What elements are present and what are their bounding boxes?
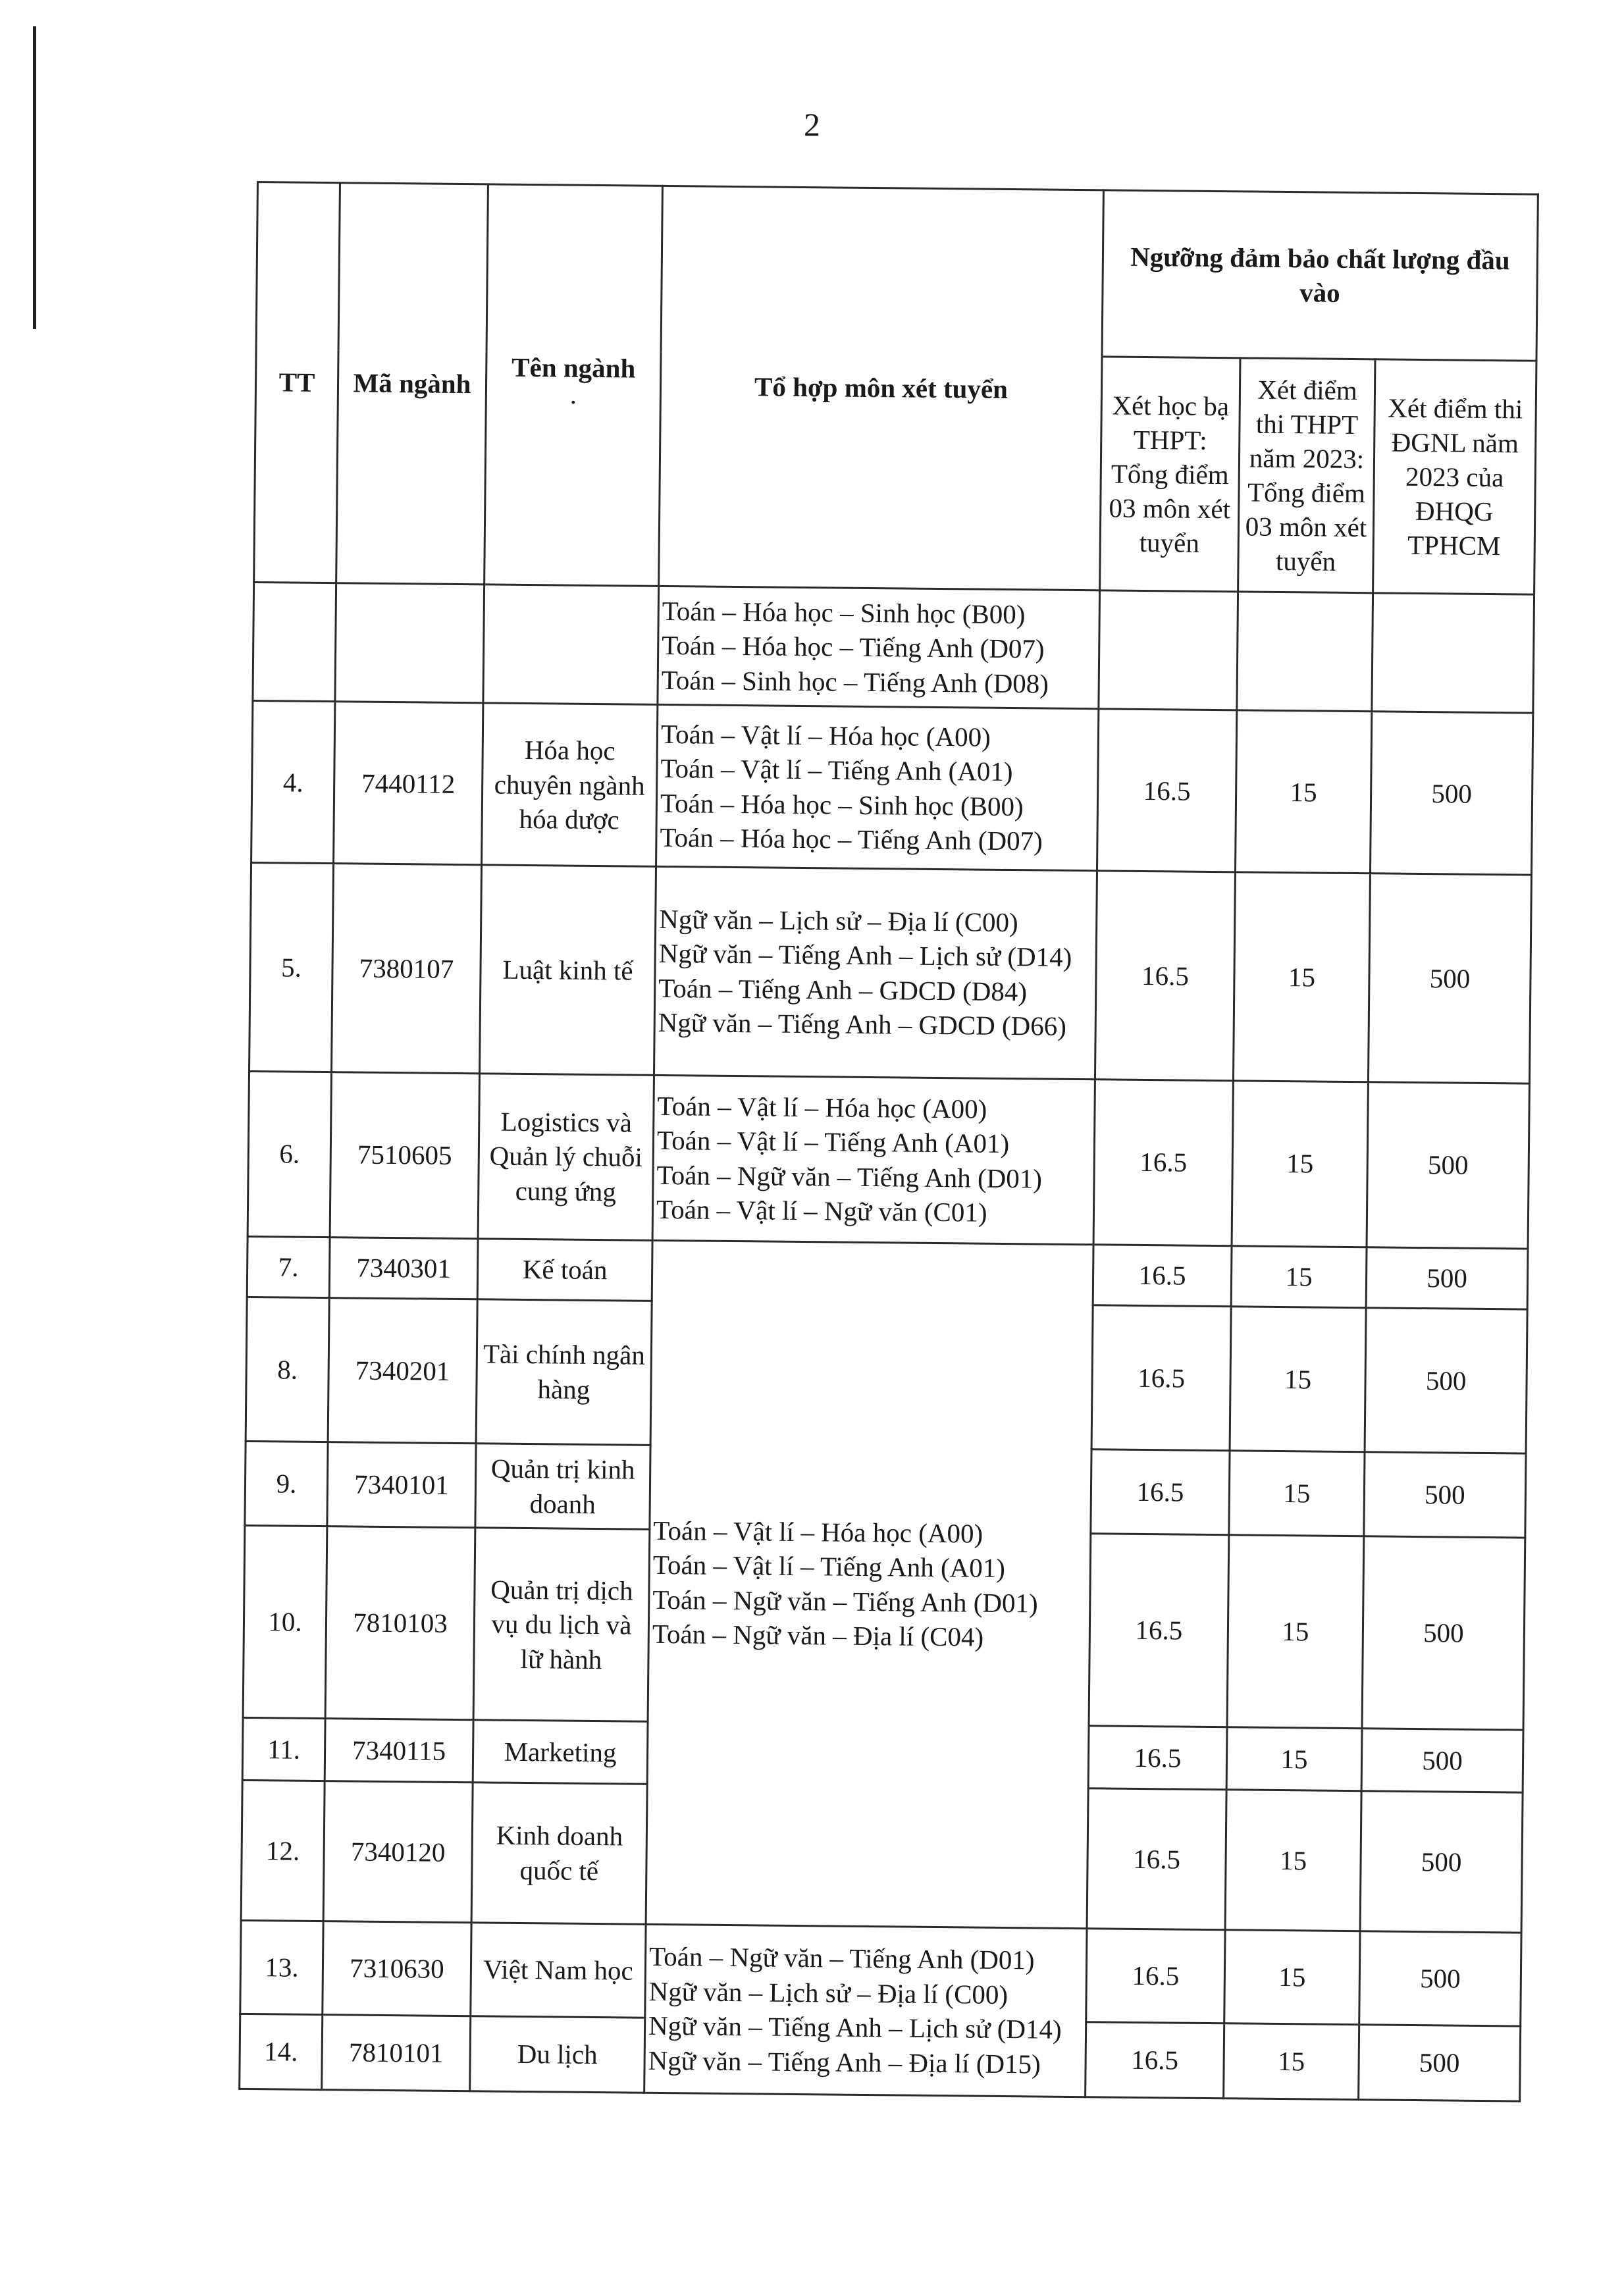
combo-cell: Toán – Vật lí – Hóa học (A00) Toán – Vật lí – Tiếng Anh (A01) Toán – Hóa học – Sinh học (B00) Toán – Hóa học – Tiếng Anh (D07) bbox=[656, 705, 1099, 871]
row-code: 7340101 bbox=[327, 1442, 476, 1528]
row-code: 7310630 bbox=[323, 1921, 471, 2016]
row-tt: 6. bbox=[248, 1071, 331, 1237]
row-transcript-score: 16.5 bbox=[1095, 871, 1235, 1080]
row-name: Quản trị kinh doanh bbox=[475, 1444, 650, 1530]
combo-cell: Ngữ văn – Lịch sử – Địa lí (C00) Ngữ văn – Tiếng Anh – Lịch sử (D14) Toán – Tiếng Anh – GDCD (D84) Ngữ văn – Tiếng Anh – GDCD (D66) bbox=[654, 867, 1097, 1080]
admission-threshold-table bbox=[238, 181, 1539, 2102]
header-tt: TT bbox=[254, 182, 340, 583]
row-tt: 13. bbox=[240, 1920, 323, 2015]
row-tt: 10. bbox=[243, 1526, 327, 1718]
table-row bbox=[248, 1071, 1529, 1249]
row-thpt-score: 15 bbox=[1232, 1080, 1368, 1247]
table-row bbox=[240, 1920, 1521, 2026]
row-tt: 12. bbox=[241, 1780, 325, 1921]
row-dgnl-score: 500 bbox=[1362, 1536, 1525, 1730]
left-margin-mark bbox=[33, 26, 36, 329]
row-name: Marketing bbox=[473, 1719, 648, 1784]
header-name-mark: · bbox=[568, 386, 578, 417]
row-code: 7810101 bbox=[322, 2015, 471, 2091]
row-name: Việt Nam học bbox=[471, 1923, 646, 2018]
row-name: Tài chính ngân hàng bbox=[476, 1299, 652, 1445]
row-transcript-score: 16.5 bbox=[1087, 1788, 1226, 1930]
row-dgnl-score: 500 bbox=[1366, 1247, 1528, 1309]
row-thpt-score: 15 bbox=[1227, 1535, 1364, 1728]
row-thpt-score: 15 bbox=[1231, 1245, 1367, 1307]
row-tt: 11. bbox=[242, 1717, 325, 1781]
row-code: 7340115 bbox=[325, 1718, 473, 1783]
row-transcript-score: 16.5 bbox=[1097, 709, 1236, 872]
row-thpt-score: 15 bbox=[1225, 1790, 1361, 1931]
row-name: Logistics và Quản lý chuỗi cung ứng bbox=[478, 1073, 654, 1240]
row-dgnl-score: 500 bbox=[1359, 2025, 1521, 2101]
header-row-1 bbox=[256, 182, 1538, 361]
header-name bbox=[485, 184, 663, 586]
row-tt: 8. bbox=[246, 1297, 329, 1442]
row-tt: 4. bbox=[251, 701, 335, 864]
row-tt: 7. bbox=[247, 1236, 330, 1298]
table-row bbox=[251, 701, 1533, 875]
row-transcript-score: 16.5 bbox=[1091, 1449, 1230, 1536]
row-transcript-score: 16.5 bbox=[1093, 1079, 1233, 1245]
row-code: 7340301 bbox=[329, 1237, 478, 1299]
header-code: Mã ngành bbox=[336, 183, 488, 585]
row-tt: 9. bbox=[245, 1441, 328, 1526]
combo-cell-shared: Toán – Vật lí – Hóa học (A00) Toán – Vật lí – Tiếng Anh (A01) Toán – Ngữ văn – Tiếng Anh (D01) Toán – Ngữ văn – Địa lí (C04) bbox=[646, 1240, 1093, 1929]
row-transcript-score: 16.5 bbox=[1093, 1244, 1232, 1306]
row-thpt-score: 15 bbox=[1233, 872, 1370, 1082]
combo-cell-shared: Toán – Ngữ văn – Tiếng Anh (D01) Ngữ văn – Lịch sử – Địa lí (C00) Ngữ văn – Tiếng Anh – Lịch sử (D14) Ngữ văn – Tiếng Anh – Địa lí (D15) bbox=[644, 1924, 1087, 2097]
row-thpt-score: 15 bbox=[1224, 2023, 1359, 2100]
row-name: Kinh doanh quốc tế bbox=[471, 1783, 647, 1924]
row-dgnl-score: 500 bbox=[1367, 1082, 1529, 1248]
table-row bbox=[249, 863, 1532, 1083]
row-name: Kế toán bbox=[477, 1238, 652, 1301]
table-row-continuation bbox=[253, 582, 1534, 713]
row-tt: 5. bbox=[249, 863, 334, 1072]
row-name: Luật kinh tế bbox=[480, 865, 656, 1075]
row-code: 7340201 bbox=[328, 1298, 477, 1444]
header-thpt-exam: Xét điểm thi THPT năm 2023: Tổng điểm 03 môn xét tuyển bbox=[1238, 358, 1375, 592]
row-dgnl-score: 500 bbox=[1361, 1728, 1523, 1792]
row-code: 7510605 bbox=[330, 1072, 479, 1238]
row-dgnl-score: 500 bbox=[1370, 712, 1532, 875]
row-transcript-score: 16.5 bbox=[1088, 1725, 1227, 1789]
row-dgnl-score: 500 bbox=[1364, 1452, 1526, 1538]
row-thpt-score: 15 bbox=[1229, 1451, 1365, 1536]
row-code: 7440112 bbox=[334, 702, 483, 865]
header-combo: Tổ hợp môn xét tuyển bbox=[659, 186, 1104, 590]
row-dgnl-score: 500 bbox=[1360, 1791, 1523, 1933]
row-transcript-score: 16.5 bbox=[1086, 1929, 1225, 2024]
combo-cell: Toán – Hóa học – Sinh học (B00) Toán – Hóa học – Tiếng Anh (D07) Toán – Sinh học – Tiếng Anh (D08) bbox=[658, 586, 1100, 709]
row-transcript-score: 16.5 bbox=[1089, 1534, 1229, 1727]
row-name: Hóa học chuyên ngành hóa dược bbox=[482, 703, 658, 867]
row-code: 7340120 bbox=[323, 1781, 473, 1923]
row-dgnl-score: 500 bbox=[1365, 1308, 1527, 1453]
combo-cell: Toán – Vật lí – Hóa học (A00) Toán – Vật lí – Tiếng Anh (A01) Toán – Ngữ văn – Tiếng Anh (D01) Toán – Vật lí – Ngữ văn (C01) bbox=[652, 1075, 1095, 1244]
row-transcript-score: 16.5 bbox=[1091, 1305, 1231, 1451]
row-dgnl-score: 500 bbox=[1359, 1931, 1521, 2027]
header-threshold: Ngưỡng đảm bảo chất lượng đầu vào bbox=[1102, 190, 1538, 361]
header-dgnl-exam: Xét điểm thi ĐGNL năm 2023 của ĐHQG TPHCM bbox=[1373, 359, 1536, 594]
page-number: 2 bbox=[804, 106, 820, 143]
row-name: Du lịch bbox=[470, 2016, 645, 2093]
row-thpt-score: 15 bbox=[1230, 1307, 1366, 1452]
header-name-text: Tên ngành bbox=[511, 352, 636, 384]
row-code: 7810103 bbox=[325, 1526, 475, 1719]
header-transcript: Xét học bạ THPT: Tổng điểm 03 môn xét tuyển bbox=[1100, 357, 1240, 591]
row-transcript-score: 16.5 bbox=[1086, 2022, 1224, 2099]
row-code: 7380107 bbox=[332, 864, 482, 1073]
row-thpt-score: 15 bbox=[1226, 1727, 1362, 1790]
row-thpt-score: 15 bbox=[1224, 1930, 1360, 2025]
row-dgnl-score: 500 bbox=[1368, 874, 1531, 1083]
row-tt: 14. bbox=[240, 2014, 323, 2090]
row-name: Quản trị dịch vụ du lịch và lữ hành bbox=[473, 1528, 650, 1721]
row-thpt-score: 15 bbox=[1235, 710, 1371, 874]
